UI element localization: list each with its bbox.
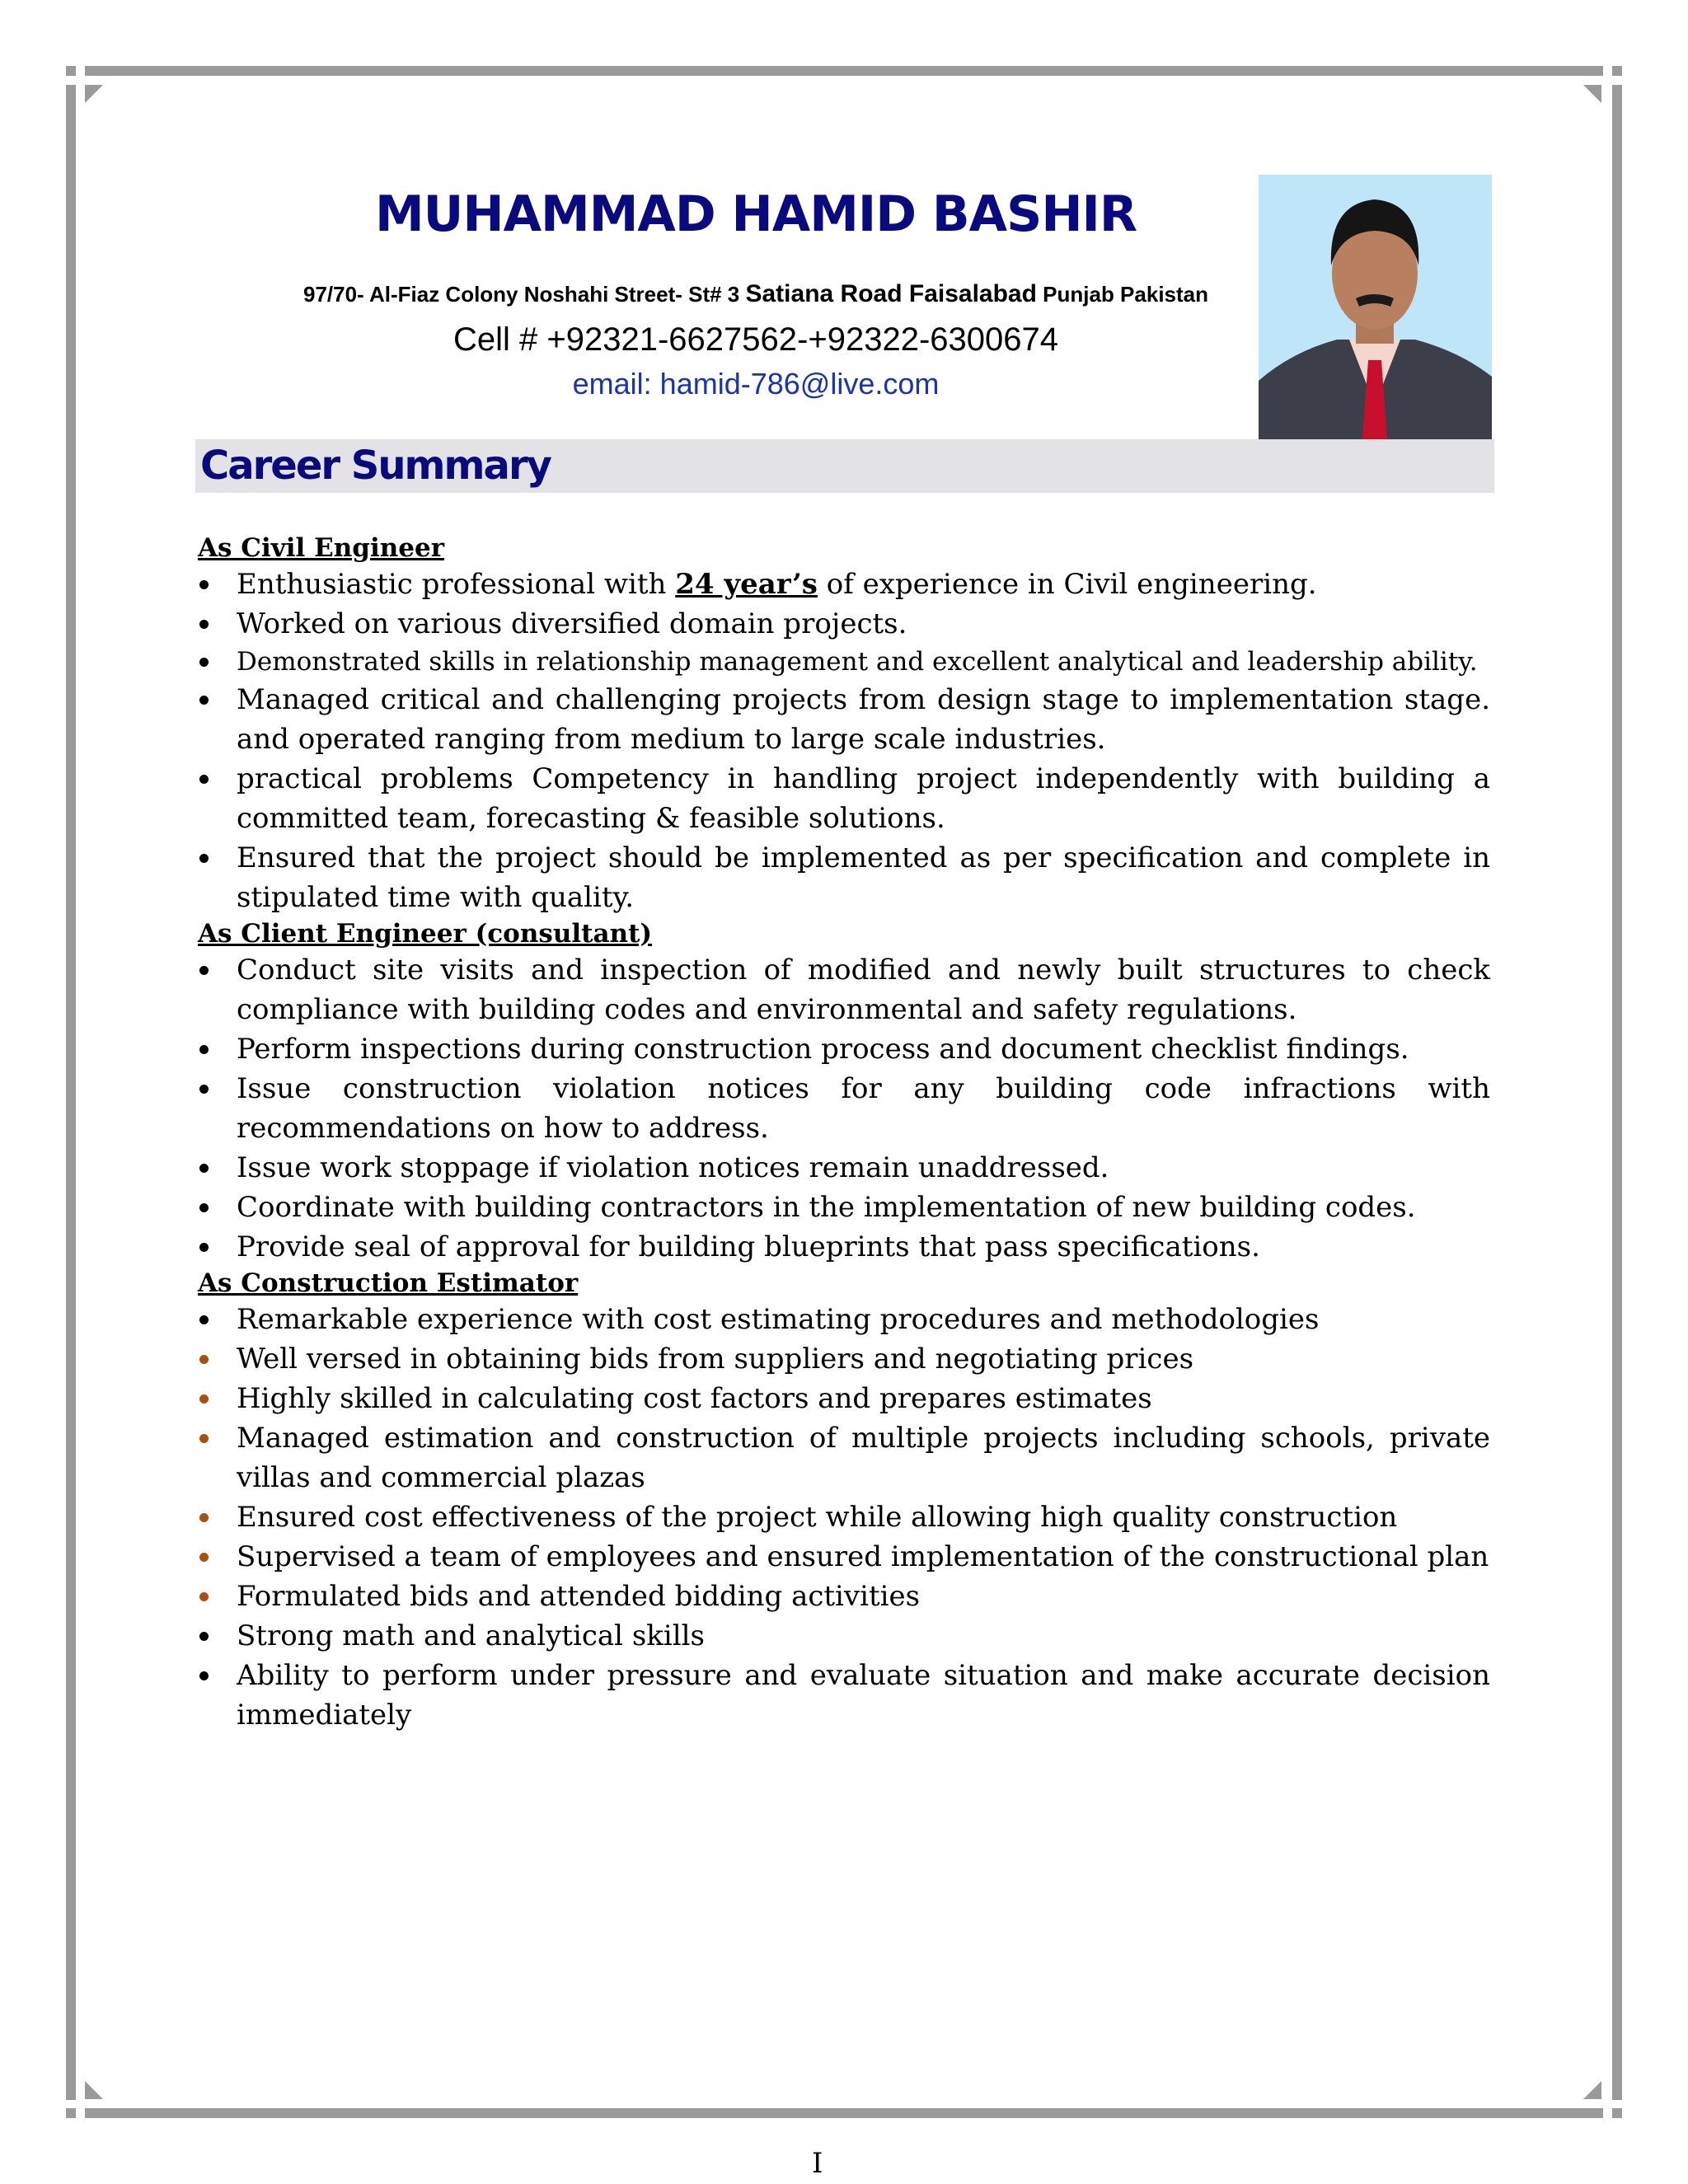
address-city: Satiana Road Faisalabad	[745, 280, 1037, 307]
bullet-icon	[199, 1592, 209, 1601]
bullet-icon	[199, 696, 209, 705]
address-line: 97/70- Al-Fiaz Colony Noshahi Street- St# 3	[302, 282, 746, 307]
item-text: Conduct site visits and inspection of modified and newly built structures to check compliance with building codes and environmental and safety regulations.	[237, 954, 1508, 1026]
bullet-icon	[199, 1553, 209, 1562]
bullet-icon	[199, 1394, 209, 1404]
address-region: Punjab Pakistan	[1036, 282, 1209, 307]
item-text: Managed critical and challenging projects from design stage to implementation stage. and operated ranging from medium to large scale industries.	[237, 683, 1490, 756]
corner-triangle	[1583, 85, 1601, 103]
corner-square	[66, 66, 76, 76]
item-text: Ensured cost effectiveness of the project while allowing high quality construction	[237, 1501, 1398, 1534]
bullet-icon	[199, 1355, 209, 1364]
item-text: Well versed in obtaining bids from suppliers and negotiating prices	[237, 1343, 1194, 1376]
item-text: Issue construction violation notices for any building code infractions with recommendations on how to address.	[237, 1072, 1490, 1145]
list-item	[198, 1069, 1490, 1148]
bullet-icon	[199, 1243, 209, 1252]
client-engineer-list	[198, 950, 1508, 1267]
email-label: email:	[572, 367, 660, 401]
corner-triangle	[85, 2081, 103, 2099]
corner-square	[1612, 66, 1622, 76]
item-text: Highly skilled in calculating cost factors and prepares estimates	[237, 1382, 1152, 1415]
list-item	[198, 680, 1490, 759]
list-item	[198, 565, 1490, 604]
list-item	[198, 1537, 1490, 1577]
bullet-icon	[199, 1632, 209, 1641]
item-text: Remarkable experience with cost estimating procedures and methodologies	[237, 1303, 1320, 1336]
list-item	[198, 1148, 1490, 1188]
bullet-icon	[199, 580, 209, 589]
candidate-name: MUHAMMAD HAMID BASHIR	[374, 185, 1137, 243]
item-text: Strong math and analytical skills	[237, 1619, 705, 1652]
subsection-heading: As Construction Estimator	[198, 1268, 579, 1298]
item-text: Coordinate with building contractors in the implementation of new building codes.	[237, 1191, 1416, 1224]
address	[195, 280, 1316, 308]
list-item	[198, 644, 1490, 680]
corner-triangle	[1583, 2081, 1601, 2099]
list-item	[198, 1616, 1490, 1656]
item-text: Worked on various diversified domain projects.	[237, 607, 907, 640]
item-text: Supervised a team of employees and ensured implementation of the constructional plan	[237, 1540, 1489, 1573]
bullet-icon	[199, 658, 209, 667]
item-text: Managed estimation and construction of multiple projects including schools, private villas and commercial plazas	[237, 1422, 1490, 1494]
bullet-icon	[199, 1045, 209, 1054]
cell-number: Cell # +92321-6627562-+92322-6300674	[453, 321, 1058, 358]
bullet-icon	[199, 854, 209, 863]
item-text: Formulated bids and attended bidding activities	[237, 1580, 921, 1613]
list-item	[198, 1188, 1490, 1227]
item-text: Demonstrated skills in relationship management and excellent analytical and leadership ability.	[237, 647, 1478, 677]
list-item	[198, 1379, 1490, 1418]
item-text: Provide seal of approval for building blueprints that pass specifications.	[237, 1230, 1260, 1263]
list-item	[198, 838, 1490, 917]
list-item	[198, 1656, 1490, 1735]
email-line	[195, 367, 1316, 401]
bullet-icon	[199, 1671, 209, 1680]
list-item	[198, 1029, 1490, 1069]
bullet-icon	[199, 1434, 209, 1443]
bullet-icon	[199, 1315, 209, 1324]
bullet-icon	[199, 1203, 209, 1212]
bullet-icon	[199, 1085, 209, 1094]
career-summary-header	[195, 439, 1494, 493]
corner-square	[1612, 2108, 1622, 2118]
list-item	[198, 1577, 1490, 1616]
estimator-list	[198, 1300, 1490, 1735]
corner-square	[66, 2108, 76, 2118]
experience-years: 24 year’s	[675, 568, 818, 601]
list-item	[198, 1300, 1490, 1339]
item-text: of experience in Civil engineering.	[817, 568, 1317, 601]
item-text: Ensured that the project should be implemented as per specification and complete in stipulated time with quality.	[237, 841, 1490, 914]
list-item	[198, 1497, 1490, 1537]
list-item	[198, 1418, 1490, 1497]
border-right	[1612, 85, 1622, 2100]
page-number: I	[812, 2147, 823, 2180]
item-text: Ability to perform under pressure and evaluate situation and make accurate decision immediately	[237, 1659, 1490, 1732]
list-item	[198, 759, 1490, 838]
border-left	[66, 85, 76, 2100]
item-text: Enthusiastic professional with	[237, 568, 676, 601]
subsection-heading: As Client Engineer (consultant)	[198, 919, 653, 949]
subsection-heading: As Civil Engineer	[198, 533, 445, 563]
item-text: practical problems Competency in handling project independently with building a committed team, forecasting & feasible solutions.	[237, 762, 1490, 835]
border-bottom	[85, 2108, 1603, 2118]
corner-triangle	[85, 85, 103, 103]
item-text: Issue work stoppage if violation notices remain unaddressed.	[237, 1151, 1109, 1184]
bullet-icon	[199, 1513, 209, 1522]
bullet-icon	[199, 775, 209, 784]
profile-photo	[1259, 175, 1492, 439]
section-title: Career Summary	[200, 443, 551, 489]
list-item	[198, 604, 1490, 644]
email-link[interactable]: hamid-786@live.com	[659, 367, 940, 401]
item-text: Perform inspections during construction process and document checklist findings.	[237, 1033, 1409, 1066]
bullet-icon	[199, 966, 209, 975]
list-item	[198, 1227, 1490, 1267]
bullet-icon	[199, 620, 209, 629]
career-summary-content	[198, 532, 1508, 1735]
bullet-icon	[199, 1164, 209, 1173]
list-item	[198, 1339, 1490, 1379]
list-item	[198, 950, 1508, 1029]
border-top	[85, 66, 1603, 76]
civil-engineer-list	[198, 565, 1490, 917]
